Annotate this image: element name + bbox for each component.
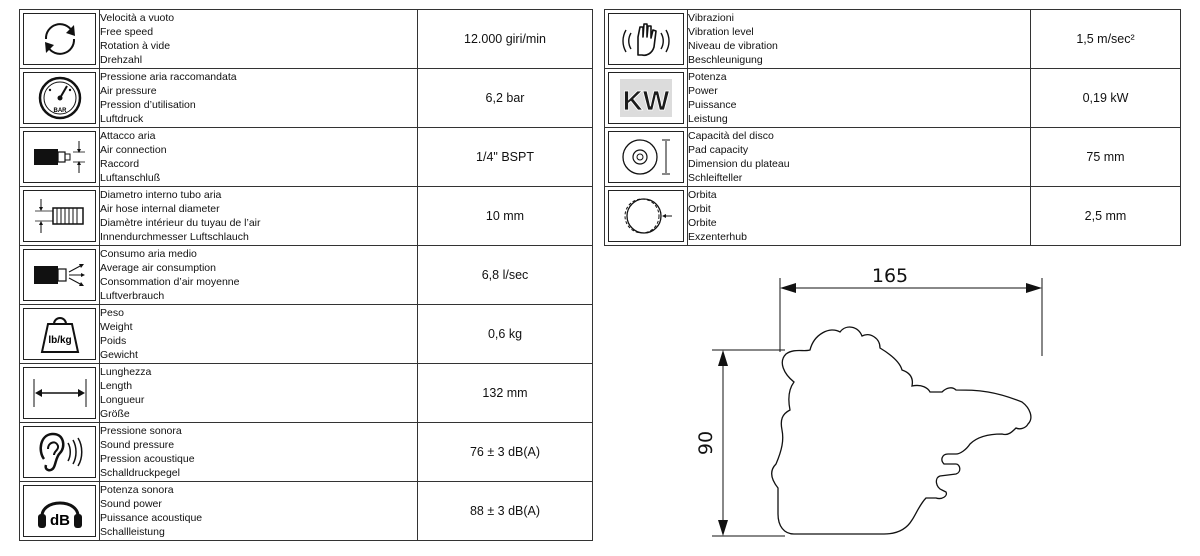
spec-label-line: Raccord bbox=[100, 158, 140, 170]
spec-label-line: Diamètre intérieur du tuyau de l’air bbox=[100, 217, 261, 229]
spec-row bbox=[20, 10, 593, 69]
spec-value: 75 mm bbox=[1031, 128, 1181, 187]
spec-label-line: Beschleunigung bbox=[688, 54, 763, 67]
width-dimension-label: 165 bbox=[871, 265, 909, 287]
spec-value: 0,6 kg bbox=[418, 305, 593, 364]
pressure-gauge-icon bbox=[23, 72, 96, 124]
spec-value: 6,8 l/sec bbox=[418, 246, 593, 305]
spec-icon-cell bbox=[605, 69, 688, 128]
spec-label-line: Schallleistung bbox=[100, 526, 165, 539]
spec-icon-cell bbox=[20, 305, 100, 364]
spec-value: 1,5 m/sec² bbox=[1031, 10, 1181, 69]
spec-label-line: Exzenterhub bbox=[688, 231, 747, 244]
spec-row bbox=[20, 246, 593, 305]
spec-label-line: Dimension du plateau bbox=[688, 158, 790, 170]
spec-icon-cell bbox=[20, 128, 100, 187]
spec-icon-cell bbox=[605, 10, 688, 69]
spec-row bbox=[605, 128, 1181, 187]
spec-value: 88 ± 3 dB(A) bbox=[418, 482, 593, 541]
spec-labels bbox=[100, 10, 418, 69]
spec-label-line: Peso bbox=[100, 306, 124, 319]
spec-table-left bbox=[19, 9, 593, 541]
air-connection-icon bbox=[23, 131, 96, 183]
spec-label-line: Diametro interno tubo aria bbox=[100, 188, 222, 201]
spec-labels bbox=[100, 246, 418, 305]
spec-label-line: Leistung bbox=[688, 113, 728, 126]
spec-label-line: Attacco aria bbox=[100, 129, 156, 142]
kw-power-icon bbox=[608, 72, 684, 124]
spec-icon-cell bbox=[20, 364, 100, 423]
spec-label-line: Consommation d’air moyenne bbox=[100, 276, 240, 288]
spec-label-line: Pressione sonora bbox=[100, 424, 182, 437]
spec-value: 6,2 bar bbox=[418, 69, 593, 128]
spec-row bbox=[605, 10, 1181, 69]
spec-row bbox=[20, 305, 593, 364]
spec-icon-cell bbox=[20, 187, 100, 246]
spec-label-line: Longueur bbox=[100, 394, 145, 406]
spec-icon-cell bbox=[605, 128, 688, 187]
svg-text:KW: KW bbox=[622, 85, 670, 116]
spec-label-line: Rotation à vide bbox=[100, 40, 171, 52]
sander-outline bbox=[772, 327, 1031, 534]
spec-row bbox=[20, 423, 593, 482]
spec-label-line: Niveau de vibration bbox=[688, 40, 778, 52]
height-dimension-label: 90 bbox=[695, 430, 717, 456]
spec-row bbox=[20, 187, 593, 246]
spec-icon-cell bbox=[20, 482, 100, 541]
spec-row bbox=[605, 69, 1181, 128]
spec-label-line: Orbita bbox=[688, 188, 717, 201]
spec-row bbox=[20, 364, 593, 423]
spec-label-line: Schalldruckpegel bbox=[100, 467, 180, 480]
spec-value: 76 ± 3 dB(A) bbox=[418, 423, 593, 482]
spec-label-line: Drehzahl bbox=[100, 54, 143, 67]
vibration-hand-icon bbox=[608, 13, 684, 65]
spec-label-line: Orbit bbox=[688, 202, 711, 215]
spec-label-line: Potenza bbox=[688, 70, 727, 83]
spec-icon-cell bbox=[605, 187, 688, 246]
spec-label-line: Pression acoustique bbox=[100, 453, 195, 465]
pad-disc-icon bbox=[608, 131, 684, 183]
spec-row bbox=[20, 128, 593, 187]
spec-label-line: Vibration level bbox=[688, 25, 754, 38]
rotation-arrows-icon bbox=[23, 13, 96, 65]
spec-icon-cell bbox=[20, 10, 100, 69]
spec-labels bbox=[100, 482, 418, 541]
svg-text:dB: dB bbox=[49, 512, 70, 529]
spec-label-line: Power bbox=[688, 84, 718, 97]
spec-label-line: Luftverbrauch bbox=[100, 290, 165, 303]
spec-label-line: Vibrazioni bbox=[688, 11, 734, 24]
spec-labels bbox=[100, 364, 418, 423]
spec-label-line: Length bbox=[100, 379, 133, 392]
svg-text:lb/kg: lb/kg bbox=[47, 335, 72, 346]
orbit-icon bbox=[608, 190, 684, 242]
height-arrow-top bbox=[718, 350, 728, 366]
spec-value: 0,19 kW bbox=[1031, 69, 1181, 128]
spec-value: 1/4" BSPT bbox=[418, 128, 593, 187]
height-arrow-bottom bbox=[718, 520, 728, 536]
spec-labels bbox=[688, 69, 1031, 128]
spec-label-line: Air connection bbox=[100, 143, 167, 156]
spec-label-line: Weight bbox=[100, 320, 133, 333]
ear-sound-icon bbox=[23, 426, 96, 478]
spec-value: 2,5 mm bbox=[1031, 187, 1181, 246]
spec-label-line: Pad capacity bbox=[688, 143, 749, 156]
width-arrow-left bbox=[780, 283, 796, 293]
spec-label-line: Lunghezza bbox=[100, 365, 152, 378]
spec-labels bbox=[100, 187, 418, 246]
spec-label-line: Average air consumption bbox=[100, 261, 216, 274]
spec-row bbox=[605, 187, 1181, 246]
spec-labels bbox=[100, 423, 418, 482]
hose-diameter-icon bbox=[23, 190, 96, 242]
spec-icon-cell bbox=[20, 69, 100, 128]
spec-label-line: Puissance bbox=[688, 99, 737, 111]
length-arrow-icon bbox=[23, 367, 96, 419]
spec-label-line: Consumo aria medio bbox=[100, 247, 197, 260]
spec-label-line: Air hose internal diameter bbox=[100, 202, 220, 215]
spec-label-line: Air pressure bbox=[100, 84, 157, 97]
spec-icon-cell bbox=[20, 423, 100, 482]
spec-label-line: Free speed bbox=[100, 25, 154, 38]
spec-label-line: Velocità a vuoto bbox=[100, 11, 175, 24]
spec-label-line: Orbite bbox=[688, 217, 717, 229]
width-arrow-right bbox=[1026, 283, 1042, 293]
spec-icon-cell bbox=[20, 246, 100, 305]
spec-label-line: Pressione aria raccomandata bbox=[100, 70, 237, 83]
spec-label-line: Potenza sonora bbox=[100, 483, 174, 496]
spec-label-line: Schleifteller bbox=[688, 172, 743, 185]
spec-labels bbox=[688, 187, 1031, 246]
weight-icon bbox=[23, 308, 96, 360]
spec-label-line: Größe bbox=[100, 408, 130, 421]
spec-label-line: Luftdruck bbox=[100, 113, 144, 126]
spec-labels bbox=[688, 128, 1031, 187]
spec-label-line: Gewicht bbox=[100, 349, 138, 362]
spec-value: 132 mm bbox=[418, 364, 593, 423]
spec-labels bbox=[100, 305, 418, 364]
spec-label-line: Pression d’utilisation bbox=[100, 99, 196, 111]
spec-labels bbox=[688, 10, 1031, 69]
spec-labels bbox=[100, 128, 418, 187]
spec-label-line: Poids bbox=[100, 335, 127, 347]
spec-label-line: Capacità del disco bbox=[688, 129, 774, 142]
spec-value: 12.000 giri/min bbox=[418, 10, 593, 69]
spec-label-line: Luftanschluß bbox=[100, 172, 161, 185]
spec-label-line: Puissance acoustique bbox=[100, 512, 203, 524]
spec-row bbox=[20, 482, 593, 541]
svg-text:BAR: BAR bbox=[53, 108, 66, 114]
spec-labels bbox=[100, 69, 418, 128]
spec-table-right bbox=[604, 9, 1181, 246]
spec-label-line: Sound pressure bbox=[100, 438, 175, 451]
air-consumption-icon bbox=[23, 249, 96, 301]
spec-row bbox=[20, 69, 593, 128]
sander-dimension-drawing bbox=[690, 258, 1070, 548]
spec-label-line: Sound power bbox=[100, 497, 162, 510]
headphones-db-icon bbox=[23, 485, 96, 537]
spec-value: 10 mm bbox=[418, 187, 593, 246]
spec-label-line: Innendurchmesser Luftschlauch bbox=[100, 231, 249, 244]
